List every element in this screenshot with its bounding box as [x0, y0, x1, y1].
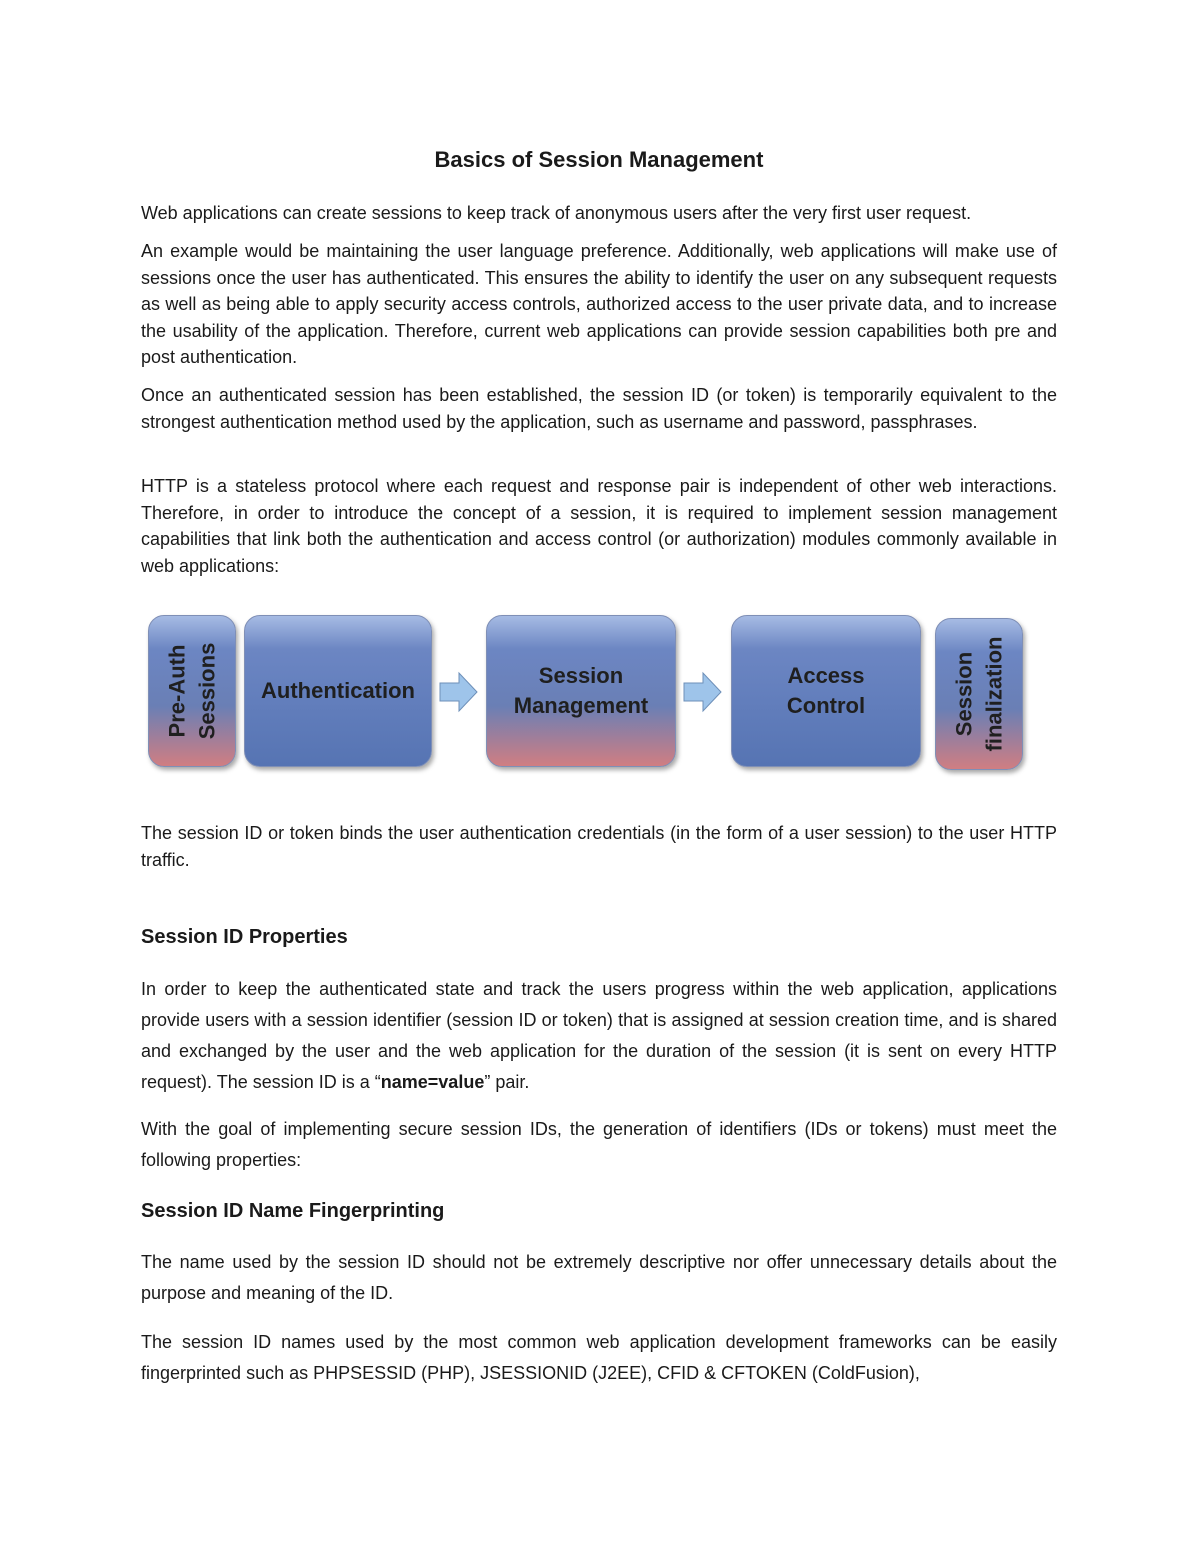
section-heading-session-id-properties: Session ID Properties — [141, 926, 348, 948]
text-span: ” pair. — [484, 1072, 530, 1092]
paragraph-authenticated-session — [141, 382, 1057, 435]
paragraph-text: Once an authenticated session has been established, the session ID (or token) is temporarily equivalent to the strongest authentication method used by the application, such as username and password, passphrases. — [141, 385, 1057, 432]
section-heading-name-fingerprinting: Session ID Name Fingerprinting — [141, 1200, 445, 1222]
paragraph-framework-names — [141, 1327, 1057, 1389]
paragraph-name-descriptive — [141, 1247, 1057, 1309]
box-label: Session Management — [513, 663, 649, 718]
box-label: Access Control — [786, 663, 866, 718]
paragraph-text: The session ID or token binds the user authentication credentials (in the form of a user session) to the user HTTP traffic. — [141, 823, 1057, 870]
access-control-box — [731, 615, 921, 767]
box-label: Authentication — [261, 678, 415, 703]
paragraph-text: The name used by the session ID should not be extremely descriptive nor offer unnecessary details about the purpose and meaning of the ID. — [141, 1252, 1057, 1303]
session-finalization-box — [935, 618, 1023, 770]
bold-text: name=value — [380, 1072, 485, 1092]
box-label: Pre-Auth Sessions — [164, 642, 220, 740]
paragraph-text: With the goal of implementing secure session IDs, the generation of identifiers (IDs or tokens) must meet the following properties: — [141, 1119, 1057, 1170]
pre-auth-sessions-box — [148, 615, 236, 767]
paragraph-example — [141, 238, 1057, 371]
session-management-diagram — [146, 613, 1026, 773]
paragraph-text: HTTP is a stateless protocol where each request and response pair is independent of other web interactions. Therefore, in order to introduce the concept of a session, it is required to implement session management capabilities that link both the authentication and access control (or authorization) modules commonly available in web applications: — [141, 476, 1057, 576]
paragraph-http-stateless — [141, 473, 1057, 579]
paragraph-session-binding — [141, 820, 1057, 873]
paragraph-text: Web applications can create sessions to keep track of anonymous users after the very first user request. — [141, 203, 972, 223]
session-management-box — [486, 615, 676, 767]
paragraph-secure-ids — [141, 1114, 1057, 1176]
paragraph-text: The session ID names used by the most common web application development frameworks can be easily fingerprinted such as PHPSESSID (PHP), JSESSIONID (J2EE), CFID & CFTOKEN (ColdFusion), — [141, 1332, 1057, 1383]
box-label: Session finalization — [951, 636, 1007, 752]
paragraph-session-identifier — [141, 974, 1057, 1098]
text-span: In order to keep the authenticated state and track the users progress within the web application, applications provide users with a session identifier (session ID or token) that is assigned at session creation time, and is shared and exchanged by the user and the web application for the duration of the session (it is sent on every HTTP request). The session ID is a “ — [141, 979, 1057, 1092]
paragraph-text — [141, 974, 1057, 1098]
authentication-box — [244, 615, 432, 767]
arrow-right-icon — [683, 671, 723, 713]
paragraph-text: An example would be maintaining the user language preference. Additionally, web applications will make use of sessions once the user has authenticated. This ensures the ability to identify the user on any subsequent requests as well as being able to apply security access controls, authorized access to the user private data, and to increase the usability of the application. Therefore, current web applications can provide session capabilities both pre and post authentication. — [141, 241, 1057, 367]
document-title: Basics of Session Management — [434, 147, 764, 172]
arrow-right-icon — [439, 671, 479, 713]
paragraph-intro — [141, 200, 1057, 227]
